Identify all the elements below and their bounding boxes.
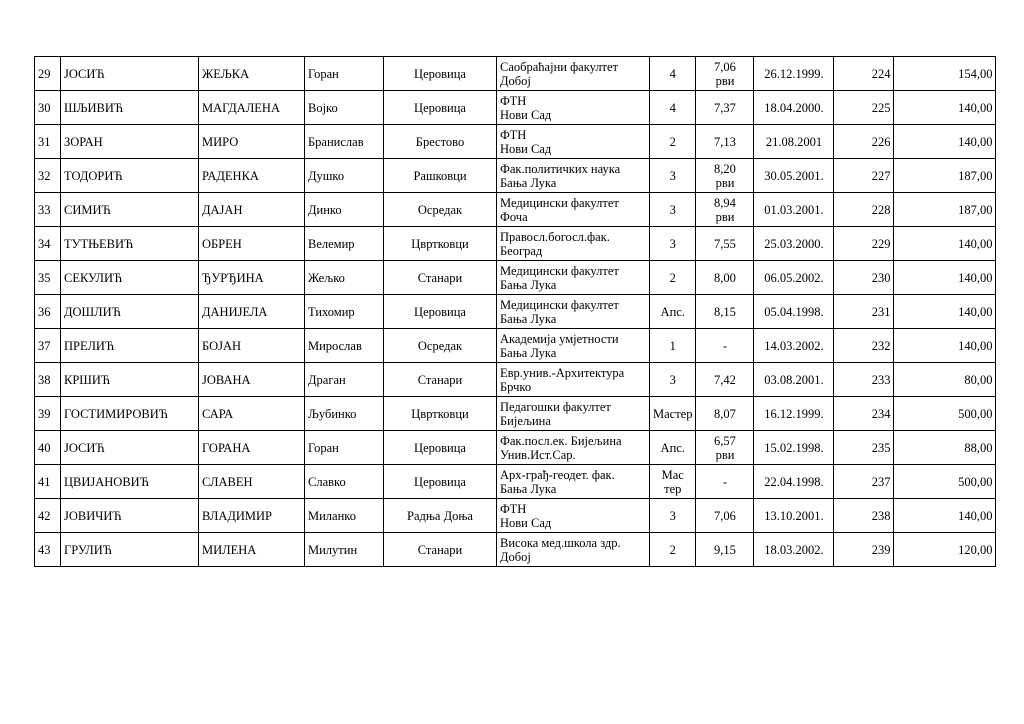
row-number-cell: 41	[35, 465, 61, 499]
amount-cell: 140,00	[894, 295, 996, 329]
average-grade-line: 7,55	[714, 236, 736, 251]
last-name-cell: КРШИЋ	[61, 363, 199, 397]
amount-cell: 140,00	[894, 125, 996, 159]
record-number-cell: 238	[834, 499, 894, 533]
birth-date-cell: 22.04.1998.	[754, 465, 834, 499]
faculty-line: Нови Сад	[500, 515, 552, 530]
place-cell: Цвртковци	[384, 397, 497, 431]
table-row	[35, 499, 996, 533]
father-name-cell: Динко	[305, 193, 384, 227]
average-grade-cell	[696, 397, 754, 431]
first-name-cell: ЖЕЉКА	[199, 57, 305, 91]
average-grade-line: 7,06	[714, 59, 736, 74]
average-grade-line: 6,57	[714, 433, 736, 448]
study-year-line: 3	[669, 508, 676, 523]
average-grade-cell	[696, 261, 754, 295]
average-grade-cell	[696, 125, 754, 159]
father-name-cell: Миланко	[305, 499, 384, 533]
amount-cell: 140,00	[894, 227, 996, 261]
father-name-cell: Љубинко	[305, 397, 384, 431]
row-number-cell: 38	[35, 363, 61, 397]
father-name-cell: Горан	[305, 431, 384, 465]
faculty-cell	[497, 91, 650, 125]
faculty-cell	[497, 125, 650, 159]
place-cell: Станари	[384, 533, 497, 567]
record-number-cell: 229	[834, 227, 894, 261]
place-cell: Станари	[384, 363, 497, 397]
amount-cell: 154,00	[894, 57, 996, 91]
table-row	[35, 193, 996, 227]
row-number-cell: 40	[35, 431, 61, 465]
faculty-line: Фак.посл.ек. Бијељина	[500, 433, 622, 448]
faculty-line: Бања Лука	[500, 345, 557, 360]
average-grade-line: 8,07	[714, 406, 736, 421]
first-name-cell: ОБРЕН	[199, 227, 305, 261]
faculty-line: Добој	[500, 73, 531, 88]
study-year-cell	[650, 159, 696, 193]
faculty-line: Брчко	[500, 379, 532, 394]
father-name-cell: Душко	[305, 159, 384, 193]
faculty-line: Фак.политичких наука	[500, 161, 621, 176]
study-year-line: Апс.	[660, 304, 685, 319]
last-name-cell: ДОШЛИЋ	[61, 295, 199, 329]
place-cell: Цвртковци	[384, 227, 497, 261]
study-year-cell	[650, 57, 696, 91]
average-grade-line: 9,15	[714, 542, 736, 557]
birth-date-cell: 16.12.1999.	[754, 397, 834, 431]
average-grade-line: 7,13	[714, 134, 736, 149]
study-year-cell	[650, 465, 696, 499]
birth-date-cell: 18.03.2002.	[754, 533, 834, 567]
birth-date-cell: 30.05.2001.	[754, 159, 834, 193]
average-grade-line: 8,94	[714, 195, 736, 210]
faculty-cell	[497, 295, 650, 329]
faculty-line: Бања Лука	[500, 311, 557, 326]
average-grade-cell	[696, 193, 754, 227]
study-year-cell	[650, 431, 696, 465]
amount-cell: 120,00	[894, 533, 996, 567]
record-number-cell: 232	[834, 329, 894, 363]
table-row	[35, 431, 996, 465]
father-name-cell: Велемир	[305, 227, 384, 261]
record-number-cell: 228	[834, 193, 894, 227]
record-number-cell: 233	[834, 363, 894, 397]
record-number-cell: 237	[834, 465, 894, 499]
row-number-cell: 43	[35, 533, 61, 567]
first-name-cell: ДАНИЈЕЛА	[199, 295, 305, 329]
average-grade-line: 7,37	[714, 100, 736, 115]
birth-date-cell: 18.04.2000.	[754, 91, 834, 125]
amount-cell: 80,00	[894, 363, 996, 397]
faculty-cell	[497, 329, 650, 363]
place-cell: Церовица	[384, 431, 497, 465]
faculty-cell	[497, 193, 650, 227]
birth-date-cell: 14.03.2002.	[754, 329, 834, 363]
father-name-cell: Бранислав	[305, 125, 384, 159]
study-year-cell	[650, 329, 696, 363]
average-grade-cell	[696, 499, 754, 533]
study-year-line: 3	[669, 202, 676, 217]
study-year-line: Апс.	[660, 440, 685, 455]
table-row	[35, 329, 996, 363]
study-year-cell	[650, 397, 696, 431]
study-year-line: 3	[669, 168, 676, 183]
faculty-cell	[497, 227, 650, 261]
study-year-line: 4	[669, 100, 676, 115]
row-number-cell: 30	[35, 91, 61, 125]
father-name-cell: Мирослав	[305, 329, 384, 363]
scholarship-table	[34, 56, 996, 567]
average-grade-line: -	[722, 474, 728, 489]
average-grade-line: рви	[715, 175, 735, 190]
faculty-line: Бања Лука	[500, 175, 557, 190]
study-year-line: 2	[669, 542, 676, 557]
average-grade-cell	[696, 57, 754, 91]
last-name-cell: СИМИЋ	[61, 193, 199, 227]
amount-cell: 140,00	[894, 329, 996, 363]
study-year-line: 3	[669, 236, 676, 251]
first-name-cell: МАГДАЛЕНА	[199, 91, 305, 125]
amount-cell: 500,00	[894, 397, 996, 431]
study-year-cell	[650, 193, 696, 227]
row-number-cell: 39	[35, 397, 61, 431]
study-year-cell	[650, 227, 696, 261]
study-year-line: тер	[664, 481, 682, 496]
average-grade-cell	[696, 533, 754, 567]
faculty-line: Правосл.богосл.фак.	[500, 229, 610, 244]
place-cell: Осредак	[384, 329, 497, 363]
father-name-cell: Жељко	[305, 261, 384, 295]
row-number-cell: 29	[35, 57, 61, 91]
amount-cell: 140,00	[894, 261, 996, 295]
last-name-cell: ЈОСИЋ	[61, 431, 199, 465]
amount-cell: 140,00	[894, 91, 996, 125]
record-number-cell: 239	[834, 533, 894, 567]
table-row	[35, 397, 996, 431]
record-number-cell: 227	[834, 159, 894, 193]
table-row	[35, 57, 996, 91]
place-cell: Церовица	[384, 57, 497, 91]
birth-date-cell: 01.03.2001.	[754, 193, 834, 227]
first-name-cell: ГОРАНА	[199, 431, 305, 465]
last-name-cell: ТОДОРИЋ	[61, 159, 199, 193]
study-year-line: 2	[669, 134, 676, 149]
record-number-cell: 230	[834, 261, 894, 295]
faculty-cell	[497, 533, 650, 567]
faculty-line: Бања Лука	[500, 277, 557, 292]
father-name-cell: Славко	[305, 465, 384, 499]
birth-date-cell: 05.04.1998.	[754, 295, 834, 329]
faculty-line: ФТН	[500, 93, 527, 108]
record-number-cell: 234	[834, 397, 894, 431]
faculty-line: Добој	[500, 549, 531, 564]
faculty-cell	[497, 499, 650, 533]
faculty-line: Арх-грађ-геодет. фак.	[500, 467, 615, 482]
record-number-cell: 224	[834, 57, 894, 91]
amount-cell: 187,00	[894, 193, 996, 227]
row-number-cell: 31	[35, 125, 61, 159]
amount-cell: 88,00	[894, 431, 996, 465]
first-name-cell: ЂУРЂИНА	[199, 261, 305, 295]
last-name-cell: ГОСТИМИРОВИЋ	[61, 397, 199, 431]
table-row	[35, 125, 996, 159]
table-row	[35, 261, 996, 295]
faculty-line: Педагошки факултет	[500, 399, 611, 414]
average-grade-cell	[696, 227, 754, 261]
faculty-cell	[497, 397, 650, 431]
faculty-line: Београд	[500, 243, 543, 258]
father-name-cell: Тихомир	[305, 295, 384, 329]
birth-date-cell: 06.05.2002.	[754, 261, 834, 295]
average-grade-cell	[696, 363, 754, 397]
birth-date-cell: 03.08.2001.	[754, 363, 834, 397]
birth-date-cell: 26.12.1999.	[754, 57, 834, 91]
faculty-line: Нови Сад	[500, 107, 552, 122]
place-cell: Церовица	[384, 91, 497, 125]
table-row	[35, 465, 996, 499]
average-grade-line: рви	[715, 73, 735, 88]
study-year-line: 2	[669, 270, 676, 285]
average-grade-line: 8,15	[714, 304, 736, 319]
last-name-cell: ШЉИВИЋ	[61, 91, 199, 125]
row-number-cell: 33	[35, 193, 61, 227]
place-cell: Брестово	[384, 125, 497, 159]
father-name-cell: Милутин	[305, 533, 384, 567]
place-cell: Станари	[384, 261, 497, 295]
first-name-cell: СЛАВЕН	[199, 465, 305, 499]
first-name-cell: РАДЕНКА	[199, 159, 305, 193]
study-year-cell	[650, 261, 696, 295]
faculty-cell	[497, 465, 650, 499]
faculty-line: Нови Сад	[500, 141, 552, 156]
average-grade-line: 8,20	[714, 161, 736, 176]
average-grade-line: 7,06	[714, 508, 736, 523]
average-grade-cell	[696, 329, 754, 363]
faculty-cell	[497, 431, 650, 465]
row-number-cell: 34	[35, 227, 61, 261]
faculty-line: Медицински факултет	[500, 263, 619, 278]
faculty-line: Висока мед.школа здр.	[500, 535, 621, 550]
study-year-cell	[650, 499, 696, 533]
table-row	[35, 363, 996, 397]
faculty-cell	[497, 261, 650, 295]
last-name-cell: ТУТЊЕВИЋ	[61, 227, 199, 261]
table-body	[35, 57, 996, 567]
father-name-cell: Војко	[305, 91, 384, 125]
faculty-line: Унив.Ист.Сар.	[500, 447, 576, 462]
last-name-cell: СЕКУЛИЋ	[61, 261, 199, 295]
table-row	[35, 533, 996, 567]
place-cell: Церовица	[384, 465, 497, 499]
birth-date-cell: 13.10.2001.	[754, 499, 834, 533]
average-grade-cell	[696, 465, 754, 499]
father-name-cell: Горан	[305, 57, 384, 91]
study-year-line: Мас	[661, 467, 684, 482]
faculty-line: Академија умјетности	[500, 331, 619, 346]
average-grade-line: 8,00	[714, 270, 736, 285]
row-number-cell: 35	[35, 261, 61, 295]
last-name-cell: ГРУЛИЋ	[61, 533, 199, 567]
first-name-cell: САРА	[199, 397, 305, 431]
record-number-cell: 225	[834, 91, 894, 125]
record-number-cell: 226	[834, 125, 894, 159]
row-number-cell: 32	[35, 159, 61, 193]
average-grade-cell	[696, 431, 754, 465]
study-year-cell	[650, 363, 696, 397]
place-cell: Осредак	[384, 193, 497, 227]
average-grade-cell	[696, 295, 754, 329]
faculty-cell	[497, 363, 650, 397]
record-number-cell: 235	[834, 431, 894, 465]
amount-cell: 187,00	[894, 159, 996, 193]
study-year-cell	[650, 91, 696, 125]
table-row	[35, 91, 996, 125]
faculty-line: ФТН	[500, 501, 527, 516]
study-year-cell	[650, 533, 696, 567]
study-year-line: 3	[669, 372, 676, 387]
table-row	[35, 159, 996, 193]
last-name-cell: ЈОВИЧИЋ	[61, 499, 199, 533]
first-name-cell: ЈОВАНА	[199, 363, 305, 397]
amount-cell: 140,00	[894, 499, 996, 533]
birth-date-cell: 15.02.1998.	[754, 431, 834, 465]
faculty-line: Бања Лука	[500, 481, 557, 496]
table-row	[35, 227, 996, 261]
first-name-cell: ВЛАДИМИР	[199, 499, 305, 533]
place-cell: Радња Доња	[384, 499, 497, 533]
last-name-cell: ЦВИЈАНОВИЋ	[61, 465, 199, 499]
birth-date-cell: 21.08.2001	[754, 125, 834, 159]
average-grade-line: -	[722, 338, 728, 353]
father-name-cell: Драган	[305, 363, 384, 397]
row-number-cell: 37	[35, 329, 61, 363]
faculty-line: Евр.унив.-Архитектура	[500, 365, 625, 380]
study-year-line: Мастер	[653, 406, 693, 421]
first-name-cell: МИРО	[199, 125, 305, 159]
average-grade-line: 7,42	[714, 372, 736, 387]
place-cell: Рашковци	[384, 159, 497, 193]
faculty-line: Бијељина	[500, 413, 551, 428]
study-year-cell	[650, 295, 696, 329]
faculty-cell	[497, 159, 650, 193]
faculty-line: Медицински факултет	[500, 297, 619, 312]
table-row	[35, 295, 996, 329]
study-year-line: 1	[669, 338, 676, 353]
first-name-cell: МИЛЕНА	[199, 533, 305, 567]
faculty-cell	[497, 57, 650, 91]
average-grade-line: рви	[715, 209, 735, 224]
faculty-line: ФТН	[500, 127, 527, 142]
first-name-cell: ДАЈАН	[199, 193, 305, 227]
place-cell: Церовица	[384, 295, 497, 329]
last-name-cell: ЗОРАН	[61, 125, 199, 159]
faculty-line: Медицински факултет	[500, 195, 619, 210]
last-name-cell: ЈОСИЋ	[61, 57, 199, 91]
birth-date-cell: 25.03.2000.	[754, 227, 834, 261]
average-grade-line: рви	[715, 447, 735, 462]
faculty-line: Саобраћајни факултет	[500, 59, 619, 74]
study-year-line: 4	[669, 66, 676, 81]
first-name-cell: БОЈАН	[199, 329, 305, 363]
last-name-cell: ПРЕЛИЋ	[61, 329, 199, 363]
average-grade-cell	[696, 91, 754, 125]
row-number-cell: 36	[35, 295, 61, 329]
row-number-cell: 42	[35, 499, 61, 533]
record-number-cell: 231	[834, 295, 894, 329]
faculty-line: Фоча	[500, 209, 528, 224]
average-grade-cell	[696, 159, 754, 193]
amount-cell: 500,00	[894, 465, 996, 499]
study-year-cell	[650, 125, 696, 159]
